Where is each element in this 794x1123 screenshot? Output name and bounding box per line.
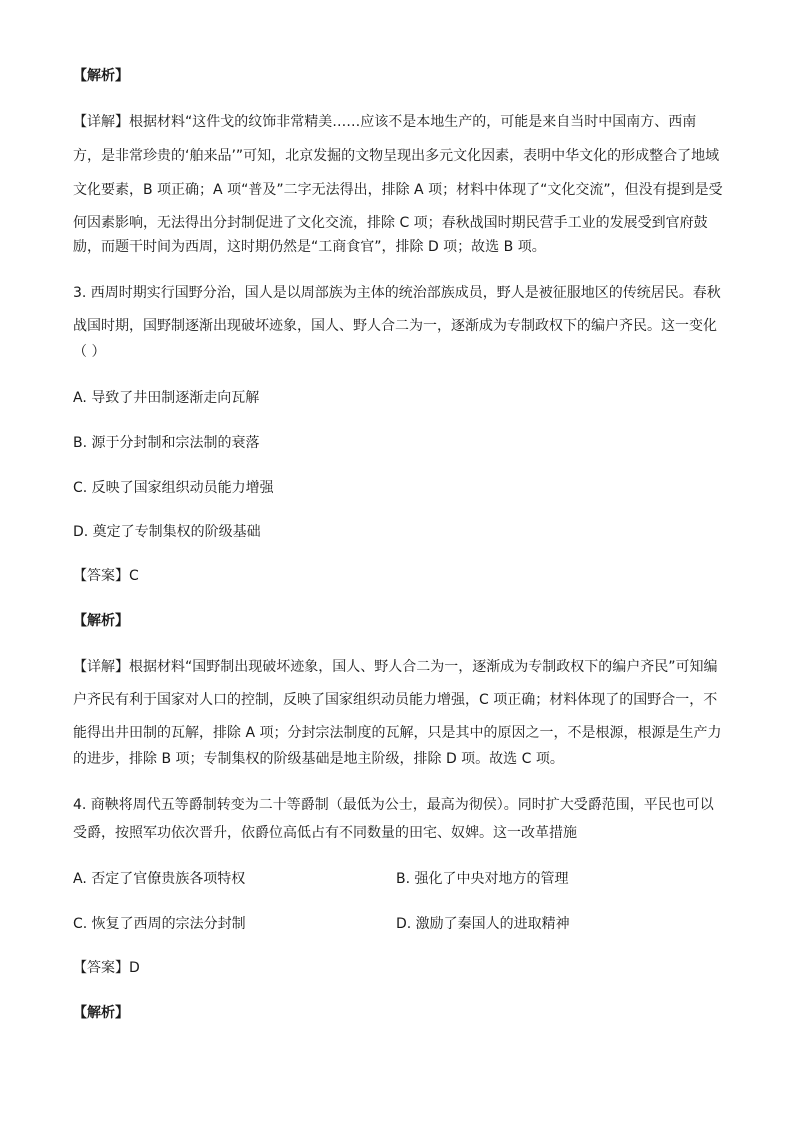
question-4-answer: 【答案】D [73,960,140,976]
detail-line-3: 文化要素，B 项正确；A 项“普及”二字无法得出，排除 A 项；材料中体现了“文化交流”，但没有提到是受 [73,182,723,198]
question-4-line-2: 受爵，按照军功依次晋升，依爵位高低占有不同数量的田宅、奴婢。这一改革措施 [73,825,577,841]
detail-line-4: 何因素影响，无法得出分封制促进了文化交流，排除 C 项；春秋战国时期民营手工业的发展受到官府鼓 [73,215,708,231]
q3-detail-line-3: 能得出井田制的瓦解，排除 A 项；分封宗法制度的瓦解，只是其中的原因之一，不是根源，根源是生产力 [73,725,722,741]
question-4-option-c: C. 恢复了西周的宗法分封制 [73,916,246,932]
analysis-heading-2: 【解析】 [73,613,129,629]
question-3-option-c: C. 反映了国家组织动员能力增强 [73,480,274,496]
q3-detail-line-1: 【详解】根据材料“国野制出现破坏迹象，国人、野人合二为一，逐渐成为专制政权下的编户齐民”可知编 [73,659,718,675]
q3-detail-line-4: 的进步，排除 B 项；专制集权的阶级基础是地主阶级，排除 D 项。故选 C 项。 [73,751,564,767]
question-4-option-b: B. 强化了中央对地方的管理 [396,871,569,887]
question-4-option-a: A. 否定了官僚贵族各项特权 [73,871,246,887]
analysis-heading-1: 【解析】 [73,68,129,84]
question-3-option-a: A. 导致了井田制逐渐走向瓦解 [73,390,260,406]
analysis-heading-3: 【解析】 [73,1005,129,1021]
question-4-line-1: 4. 商鞅将周代五等爵制转变为二十等爵制（最低为公士，最高为彻侯）。同时扩大受爵范围，平民也可以 [73,797,714,813]
question-3-line-2: 战国时期，国野制逐渐出现破坏迹象，国人、野人合二为一，逐渐成为专制政权下的编户齐民。这一变化 [73,318,717,334]
question-4-option-d: D. 激励了秦国人的进取精神 [396,916,570,932]
detail-line-1: 【详解】根据材料“这件戈的纹饰非常精美……应该不是本地生产的，可能是来自当时中国南方、西南 [73,114,697,130]
question-3-line-1: 3. 西周时期实行国野分治，国人是以周部族为主体的统治部族成员，野人是被征服地区的传统居民。春秋 [73,285,721,301]
question-3-answer: 【答案】C [73,568,139,584]
q3-detail-line-2: 户齐民有利于国家对人口的控制，反映了国家组织动员能力增强，C 项正确；材料体现了的国野合一，不 [73,692,718,708]
question-3-option-d: D. 奠定了专制集权的阶级基础 [73,524,261,540]
question-3-option-b: B. 源于分封制和宗法制的衰落 [73,435,260,451]
detail-line-2: 方，是非常珍贵的‘舶来品’”可知，北京发掘的文物呈现出多元文化因素，表明中华文化的形成整合了地域 [73,148,720,164]
detail-line-5: 励，而题干时间为西周，这时期仍然是“工商食官”，排除 D 项；故选 B 项。 [73,239,546,255]
question-3-bracket: （ ） [73,344,106,360]
